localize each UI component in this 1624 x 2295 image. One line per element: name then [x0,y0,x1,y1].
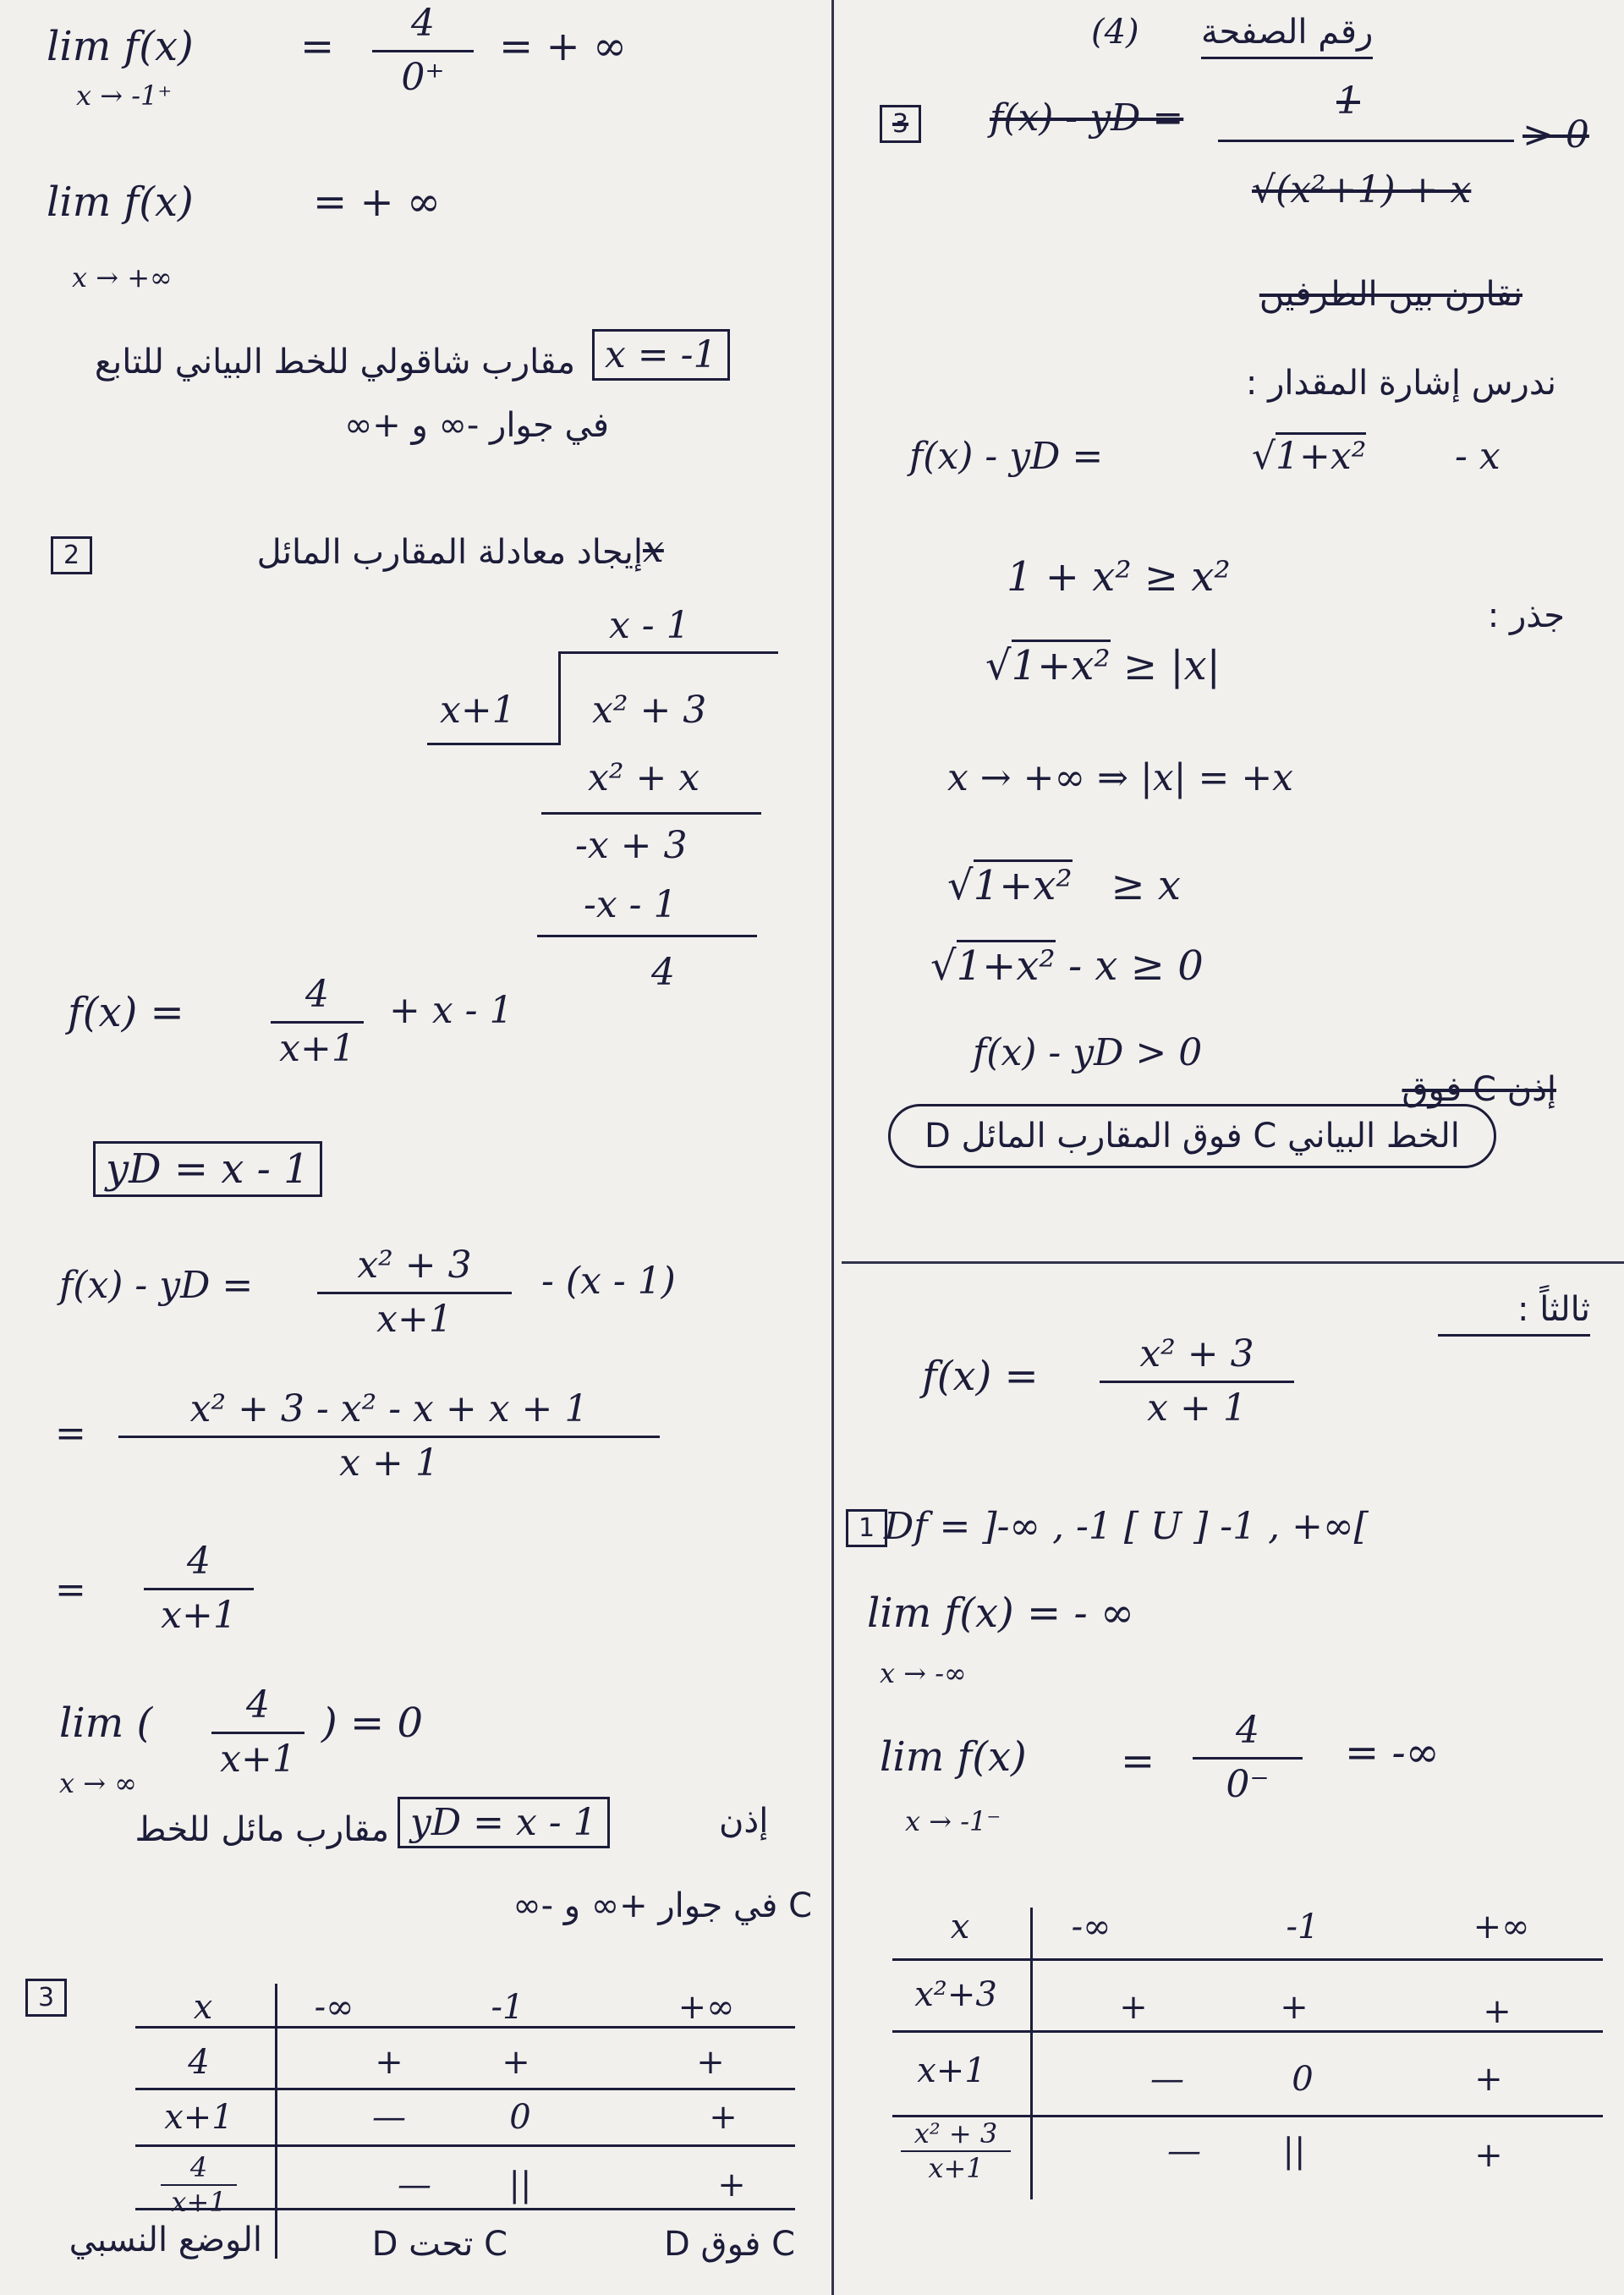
page-number-label: رقم الصفحة [1201,13,1373,59]
limit-subscript: x → +∞ [72,261,173,294]
table-row-label: x+1 [164,2098,233,2137]
fraction: 4 x+1 [144,1540,254,1639]
limit-subscript: x → -1⁺ [76,80,173,112]
vertical-asymptote-text-2: في جوار -∞ و +∞ [343,406,609,445]
limit-subscript: x → -∞ [880,1657,967,1689]
function-lhs: f(x) = [68,989,184,1036]
table-cell: + [375,2043,403,2082]
column-divider [831,0,834,2295]
table-cell: + [1483,1992,1512,2031]
section-title: إيجاد معادلة المقارب المائل [256,533,643,572]
table-cell: — [398,2166,431,2204]
table-header: +∞ [1473,1908,1530,1946]
limit-subscript: x → -1⁻ [905,1805,1001,1837]
vertical-asymptote-text: مقارب شاقولي للخط البياني للتابع [94,343,575,382]
inequality: 1 + x² ≥ x² [1007,553,1231,601]
relative-position-label: الوضع النسبي [69,2221,262,2259]
struck-result: > 0 [1522,113,1589,156]
division-dividend: x² + 3 [592,689,707,732]
limit-result: = -∞ [1345,1729,1440,1776]
inequality: √1+x² ≥ |x| [985,643,1221,689]
table-cell: + [1280,1988,1309,2027]
limit-expression: lim f(x) [47,178,194,226]
table-cell: + [1474,2060,1503,2099]
table-cell: + [709,2098,738,2137]
limit-result: ) = 0 [321,1699,423,1747]
division-subtract-1: x² + x [588,756,700,799]
equals-sign: = [1121,1738,1155,1785]
fraction [372,2,474,101]
equals-sign: = [55,1568,86,1611]
division-divisor: x+1 [440,689,516,732]
expression-rest: - x [1455,435,1501,478]
limit-result: = + ∞ [313,178,441,226]
struck-text: x [643,528,664,571]
section-number: 1 [846,1514,887,1544]
fraction: x² + 3 x + 1 [1100,1332,1294,1431]
inequality: √1+x² - x ≥ 0 [930,943,1204,990]
table-cell: + [1119,1988,1148,2027]
vertical-asymptote-box: x = -1 [592,334,730,377]
table-cell: — [1167,2132,1201,2171]
section-number: 3 [25,1984,67,2013]
table-cell: + [717,2166,746,2204]
domain-expression: Df = ]-∞ , -1 [ U ] -1 , +∞[ [884,1505,1369,1548]
fraction: 4 x+1 [211,1683,304,1782]
table-header: -∞ [314,1988,354,2027]
fraction: 4 0⁻ [1193,1709,1303,1808]
struck-text: إذن C فوق [1402,1070,1556,1109]
division-subtract-2: -x - 1 [584,883,678,926]
conclusion-text: مقارب مائل للخط [134,1810,389,1849]
relative-position-value: C فوق D [664,2225,795,2264]
table-cell: || [508,2166,532,2204]
limit-expression: lim ( [59,1699,153,1747]
table-header: -1 [1286,1908,1320,1946]
section-divider [842,1261,1624,1264]
struck-text: نقارن بين الطرفين [1259,275,1522,314]
table-cell: 0 [1292,2060,1314,2099]
division-quotient: x - 1 [609,604,690,647]
table-row-label: x+1 [917,2051,986,2090]
struck-denominator: √(x²+1) + x [1252,168,1472,211]
numerator: 4 [411,2,435,45]
fraction: x² + 3 x+1 [317,1244,512,1342]
page-number: (4) [1091,13,1139,52]
equals-sign: = [300,23,335,70]
table-cell: — [1150,2060,1184,2099]
relative-position-value: C تحت D [371,2225,508,2264]
table-header: +∞ [678,1988,735,2027]
conclusion-prefix: إذن [719,1802,769,1841]
division-remainder-1: -x + 3 [575,824,688,867]
expression-lhs: f(x) - yD = [909,435,1104,478]
difference-lhs: f(x) - yD = [59,1264,254,1307]
difference-rest: - (x - 1) [541,1260,676,1303]
table-header: -1 [491,1988,524,2027]
function-lhs: f(x) = [922,1353,1039,1400]
root-label: جذر : [1487,596,1565,635]
function-rest: + x - 1 [389,989,513,1032]
oblique-asymptote-box: yD = x - 1 [398,1802,610,1845]
conclusion-cloud: الخط البياني C فوق المقارب المائل D [888,1117,1496,1156]
table-row-label: 4 x+1 [161,2153,237,2217]
section-number: 3 [880,110,921,140]
limit-expression: lim f(x) = - ∞ [867,1589,1134,1637]
inequality: f(x) - yD > 0 [973,1031,1203,1074]
table-header-x: x [950,1908,970,1946]
inequality: x → +∞ ⇒ |x| = +x [947,756,1293,799]
fraction: x² + 3 - x² - x + x + 1 x + 1 [118,1387,660,1486]
limit-expression: lim f(x) [880,1733,1027,1781]
table-cell: + [696,2043,725,2082]
struck-numerator: 1 [1336,80,1360,123]
limit-result: = + ∞ [499,23,627,70]
fraction: 4 x+1 [271,973,364,1072]
table-cell: || [1282,2132,1306,2171]
section-number: 2 [51,541,92,571]
table-cell: 0 [509,2098,531,2137]
denominator: 0⁺ [401,55,445,99]
table-row-label: x² + 3 x+1 [901,2119,1011,2183]
inequality: √1+x² ≥ x [947,863,1181,909]
table-cell: + [502,2043,530,2082]
table-cell: — [372,2098,406,2137]
part-three-heading: ثالثاً : [1438,1290,1590,1337]
table-row-label: x²+3 [914,1975,997,2014]
struck-expression: f(x) - yD = [990,96,1184,140]
conclusion-text-2: C في جوار +∞ و -∞ [513,1886,812,1925]
table-header-x: x [193,1988,213,2027]
table-header: -∞ [1071,1908,1111,1946]
table-row-label: 4 [188,2043,210,2082]
square-root: √1+x² [1252,436,1366,479]
limit-subscript: x → ∞ [59,1767,137,1799]
oblique-asymptote-box: yD = x - 1 [93,1146,322,1193]
division-remainder-2: 4 [651,951,675,994]
limit-expression: lim f(x) [47,23,194,70]
equals-sign: = [55,1412,86,1455]
study-heading: ندرس إشارة المقدار : [1245,364,1556,403]
table-cell: + [1474,2136,1503,2175]
